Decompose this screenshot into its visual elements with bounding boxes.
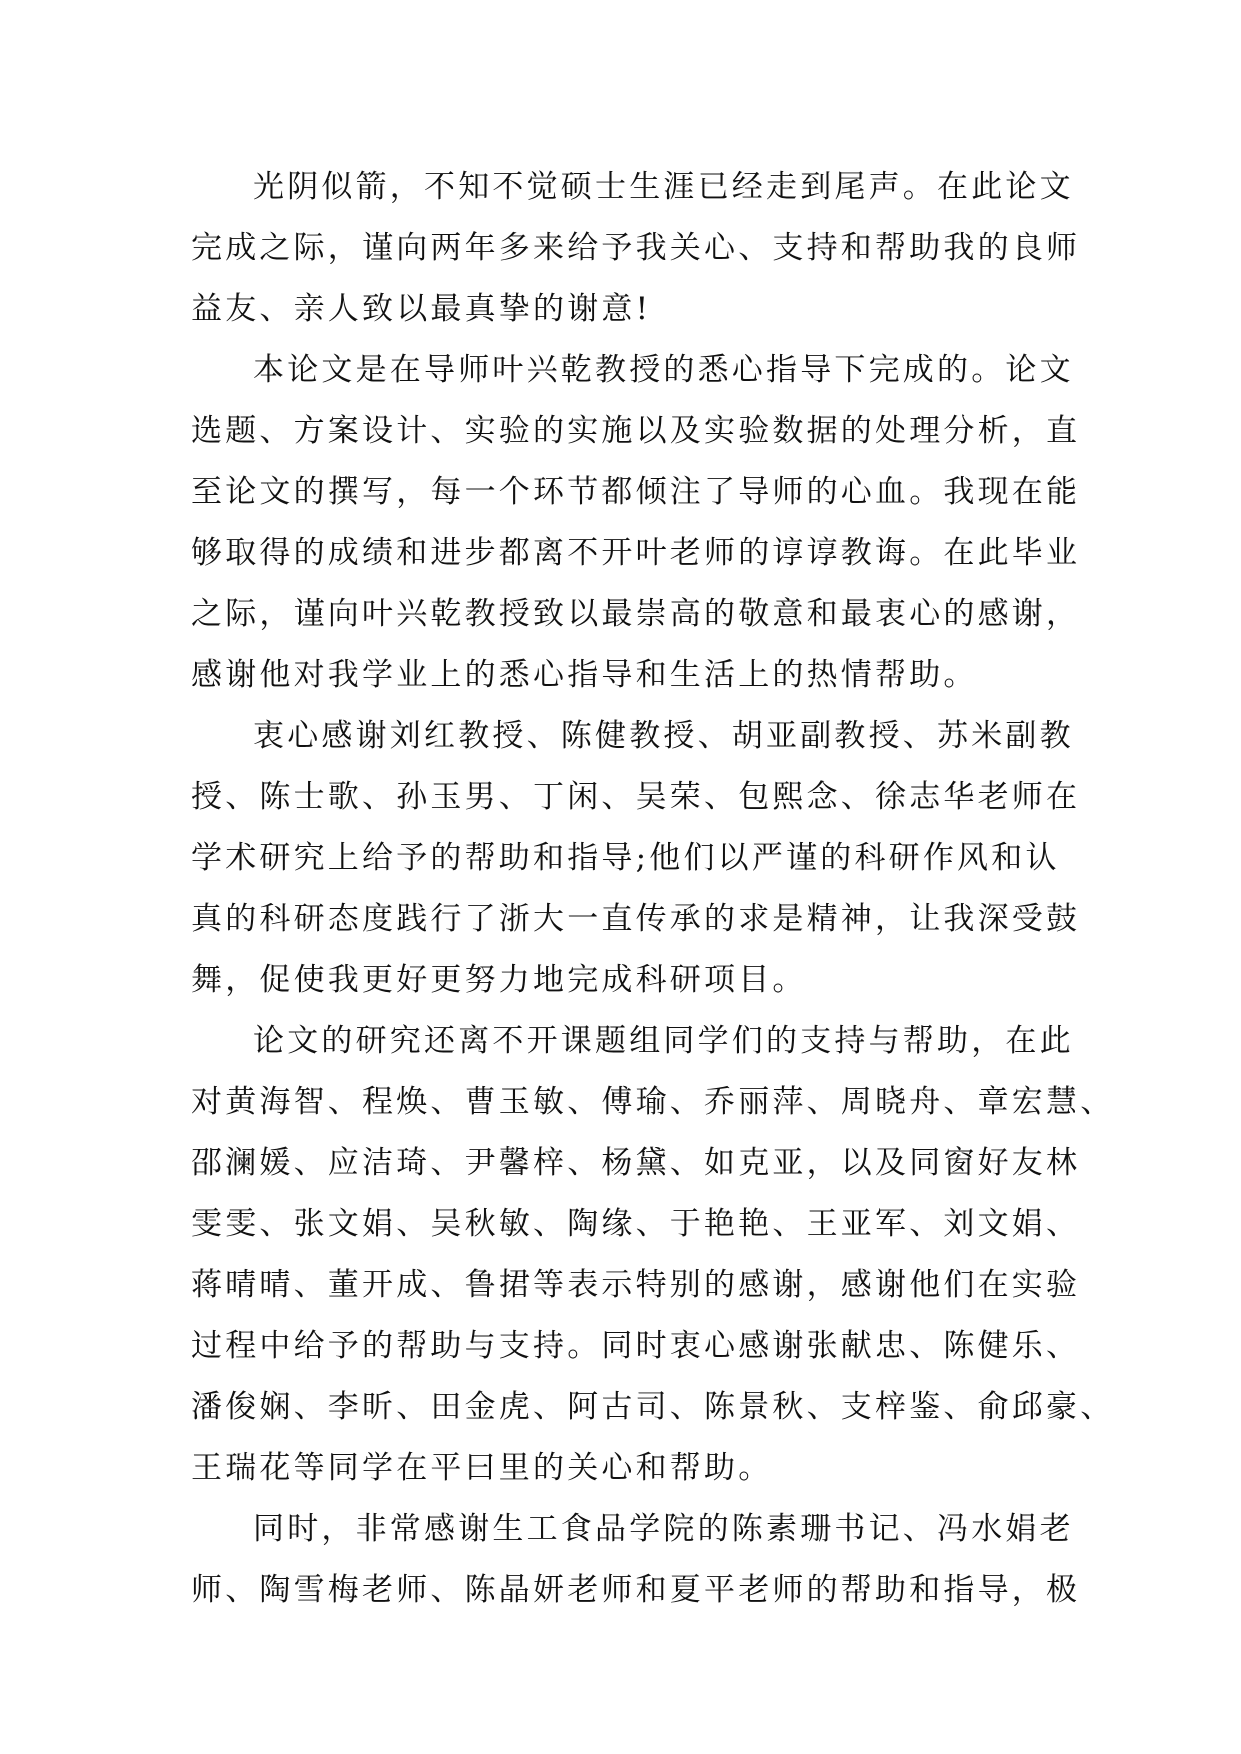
text-line: 邵澜媛、应洁琦、尹馨梓、杨黛、如克亚，以及同窗好友林 bbox=[191, 1145, 1081, 1181]
paragraph-3 bbox=[191, 706, 1081, 1011]
text-line: 益友、亲人致以最真挚的谢意! bbox=[191, 291, 652, 327]
text-line: 舞，促使我更好更努力地完成科研项目。 bbox=[191, 962, 807, 998]
text-line: 选题、方案设计、实验的实施以及实验数据的处理分析，直 bbox=[191, 413, 1081, 449]
text-line: 本论文是在导师叶兴乾教授的悉心指导下完成的。论文 bbox=[253, 352, 1074, 388]
text-line: 感谢他对我学业上的悉心指导和生活上的热情帮助。 bbox=[191, 657, 978, 693]
text-line: 学术研究上给予的帮助和指导;他们以严谨的科研作风和认 bbox=[191, 840, 1060, 876]
text-line: 授、陈士歌、孙玉男、丁闲、吴荣、包熙念、徐志华老师在 bbox=[191, 779, 1081, 815]
text-line: 至论文的撰写，每一个环节都倾注了导师的心血。我现在能 bbox=[191, 474, 1081, 510]
text-line: 对黄海智、程焕、曹玉敏、傅瑜、乔丽萍、周晓舟、章宏慧、 bbox=[191, 1084, 1115, 1120]
text-line: 完成之际，谨向两年多来给予我关心、支持和帮助我的良师 bbox=[191, 230, 1081, 266]
text-line: 同时，非常感谢生工食品学院的陈素珊书记、冯水娟老 bbox=[253, 1511, 1074, 1547]
text-line: 过程中给予的帮助与支持。同时衷心感谢张献忠、陈健乐、 bbox=[191, 1328, 1081, 1364]
paragraph-5 bbox=[191, 1499, 1081, 1621]
text-line: 之际，谨向叶兴乾教授致以最崇高的敬意和最衷心的感谢， bbox=[191, 596, 1081, 632]
text-line: 潘俊娴、李昕、田金虎、阿古司、陈景秋、支梓鉴、俞邱豪、 bbox=[191, 1389, 1115, 1425]
text-line: 真的科研态度践行了浙大一直传承的求是精神，让我深受鼓 bbox=[191, 901, 1081, 937]
text-line: 师、陶雪梅老师、陈晶妍老师和夏平老师的帮助和指导，极 bbox=[191, 1572, 1081, 1608]
paragraph-1 bbox=[191, 157, 1081, 340]
text-line: 够取得的成绩和进步都离不开叶老师的谆谆教诲。在此毕业 bbox=[191, 535, 1081, 571]
text-line: 衷心感谢刘红教授、陈健教授、胡亚副教授、苏米副教 bbox=[253, 718, 1074, 754]
text-line: 王瑞花等同学在平曰里的关心和帮助。 bbox=[191, 1450, 773, 1486]
text-line: 光阴似箭，不知不觉硕士生涯已经走到尾声。在此论文 bbox=[253, 169, 1074, 205]
text-line: 论文的研究还离不开课题组同学们的支持与帮助，在此 bbox=[253, 1023, 1074, 1059]
paragraph-2 bbox=[191, 340, 1081, 706]
text-line: 雯雯、张文娟、吴秋敏、陶缘、于艳艳、王亚军、刘文娟、 bbox=[191, 1206, 1081, 1242]
text-line: 蒋晴晴、董开成、鲁捃等表示特别的感谢，感谢他们在实验 bbox=[191, 1267, 1081, 1303]
acknowledgements-text bbox=[191, 157, 1115, 1621]
paragraph-4 bbox=[191, 1011, 1115, 1499]
